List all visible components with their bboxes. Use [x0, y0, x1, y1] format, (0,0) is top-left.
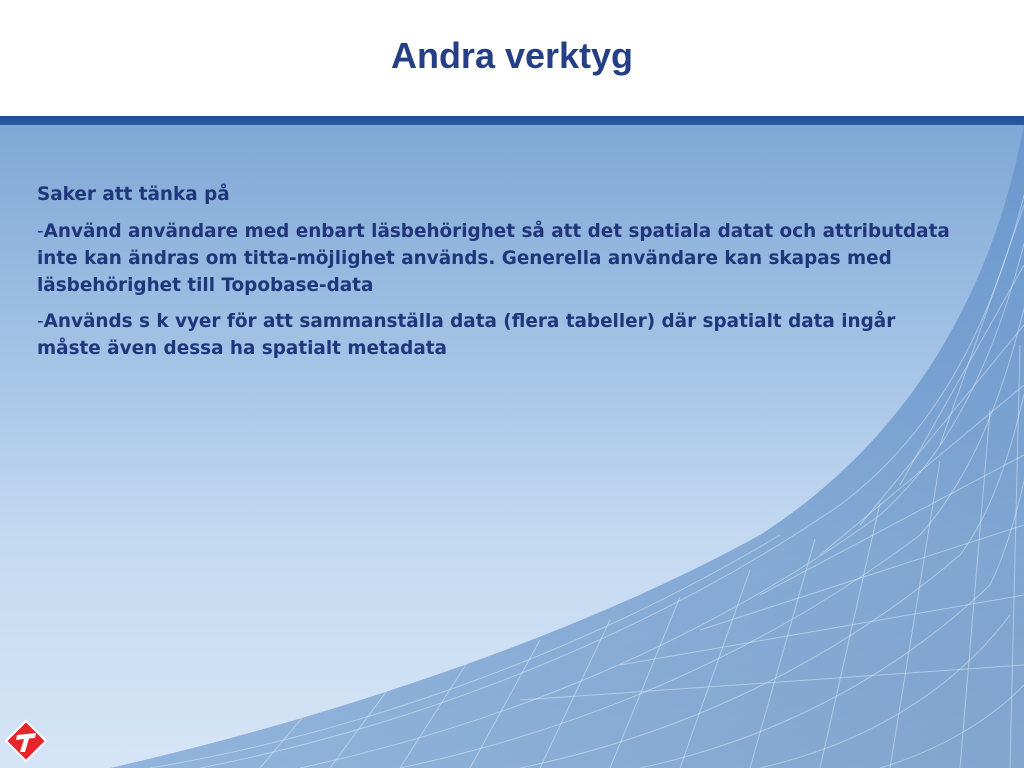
bullet-marker: -: [37, 311, 44, 332]
header-divider: [0, 116, 1024, 125]
bullet-item: [37, 218, 957, 299]
bullet-text: Används s k vyer för att sammanställa data (flera tabeller) där spatialt data ingår måste även dessa ha spatialt metadata: [37, 311, 896, 359]
slide-title: Andra verktyg: [390, 35, 634, 76]
t-logo-icon: [4, 719, 48, 763]
slide-header: [0, 0, 1024, 116]
bullet-item: [37, 308, 957, 362]
section-heading: Saker att tänka på: [37, 184, 230, 205]
slide-body: [37, 181, 957, 371]
bullet-text: Använd användare med enbart läsbehörighet så att det spatiala datat och attributdata inte kan ändras om titta-möjlighet används. Generella användare kan skapas med läsbehörighet till Topobase-data: [37, 221, 950, 296]
bullet-marker: -: [37, 221, 44, 242]
